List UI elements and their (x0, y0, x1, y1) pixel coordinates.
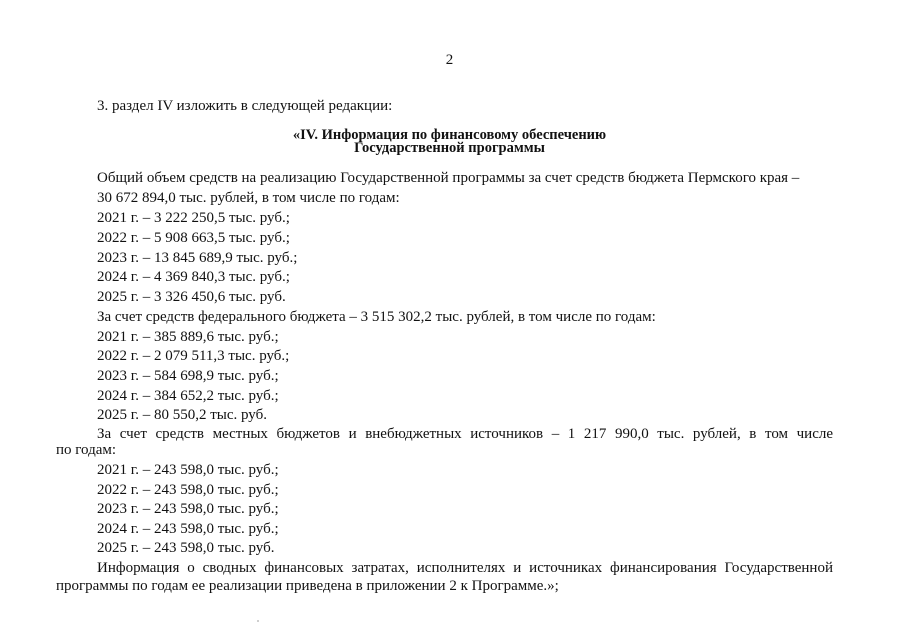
intro-line: 3. раздел IV изложить в следующей редакции: (97, 98, 393, 114)
local-year-2023: 2023 г. – 243 598,0 тыс. руб.; (97, 501, 279, 517)
total-year-2023: 2023 г. – 13 845 689,9 тыс. руб.; (97, 250, 298, 266)
total-funding-line-1: Общий объем средств на реализацию Государственной программы за счет средств бюджета Пермского края – (97, 170, 800, 186)
federal-year-2023: 2023 г. – 584 698,9 тыс. руб.; (97, 368, 279, 384)
total-year-2024: 2024 г. – 4 369 840,3 тыс. руб.; (97, 269, 290, 285)
scan-speck (257, 620, 259, 622)
total-year-2021: 2021 г. – 3 222 250,5 тыс. руб.; (97, 210, 290, 226)
page-number: 2 (445, 52, 454, 68)
total-funding-line-2: 30 672 894,0 тыс. рублей, в том числе по годам: (97, 190, 400, 206)
local-year-2021: 2021 г. – 243 598,0 тыс. руб.; (97, 462, 279, 478)
federal-funding-line-1: За счет средств федерального бюджета – 3 515 302,2 тыс. рублей, в том числе по годам: (97, 309, 656, 325)
local-funding-line-1: За счет средств местных бюджетов и внебюджетных источников – 1 217 990,0 тыс. рублей, в том числе (97, 426, 833, 442)
total-year-2025: 2025 г. – 3 326 450,6 тыс. руб. (97, 289, 286, 305)
federal-year-2022: 2022 г. – 2 079 511,3 тыс. руб.; (97, 348, 290, 364)
federal-year-2021: 2021 г. – 385 889,6 тыс. руб.; (97, 329, 279, 345)
section-heading-line-1: «IV. Информация по финансовому обеспечению (292, 127, 607, 143)
local-year-2025: 2025 г. – 243 598,0 тыс. руб. (97, 540, 275, 556)
federal-year-2024: 2024 г. – 384 652,2 тыс. руб.; (97, 388, 279, 404)
local-year-2022: 2022 г. – 243 598,0 тыс. руб.; (97, 482, 279, 498)
federal-year-2025: 2025 г. – 80 550,2 тыс. руб. (97, 407, 267, 423)
closing-line-1: Информация о сводных финансовых затратах, исполнителях и источниках финансирования Государственной (97, 560, 833, 576)
local-year-2024: 2024 г. – 243 598,0 тыс. руб.; (97, 521, 279, 537)
total-year-2022: 2022 г. – 5 908 663,5 тыс. руб.; (97, 230, 290, 246)
section-heading-line-2: Государственной программы (354, 140, 545, 156)
closing-line-2: программы по годам ее реализации приведена в приложении 2 к Программе.»; (56, 578, 559, 594)
local-funding-line-2: по годам: (56, 442, 117, 458)
